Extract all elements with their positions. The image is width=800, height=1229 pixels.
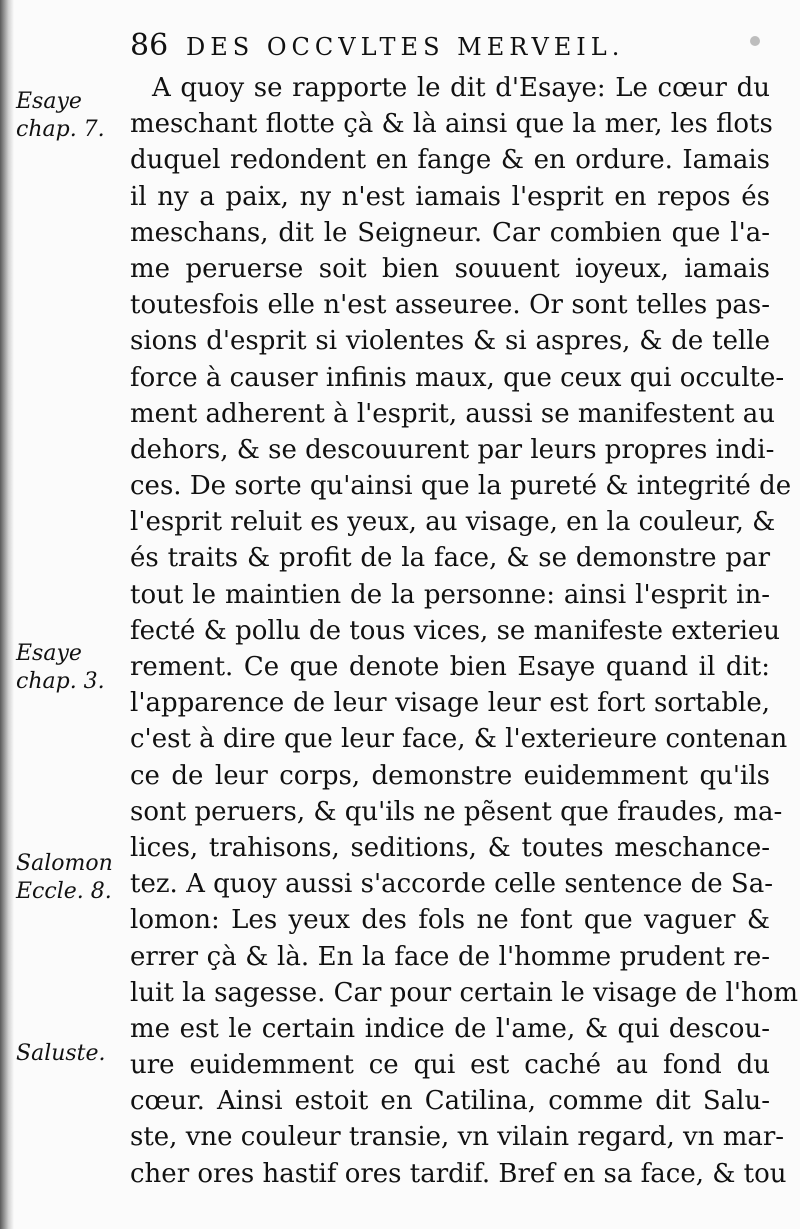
text-line: c'est à dire que leur face, & l'exterieure contenan (130, 724, 788, 755)
text-line: lices, trahisons, seditions, & toutes meschance- (130, 832, 770, 863)
text-line: toutesfois elle n'est asseuree. Or sont telles pas- (130, 290, 770, 321)
text-line: sions d'esprit si violentes & si aspres, & de telle (130, 326, 770, 357)
margin-note-saluste: Saluste. (16, 1041, 106, 1066)
text-line: force à causer infinis maux, que ceux qui occulte- (130, 362, 785, 393)
text-line: ce de leur corps, demonstre euidemment qu'ils (130, 760, 770, 791)
text-line: és traits & profit de la face, & se demonstre par (130, 543, 770, 574)
text-line: fecté & pollu de tous vices, se manifeste exterieu (130, 615, 781, 646)
text-line: il ny a paix, ny n'est iamais l'esprit en repos és (130, 181, 770, 212)
text-line: errer çà & là. En la face de l'homme prudent re- (130, 941, 770, 972)
text-line: l'apparence de leur visage leur est fort sortable, (130, 688, 770, 719)
text-line: ces. De sorte qu'ainsi que la pureté & integrité de (130, 471, 792, 502)
text-line: luit la sagesse. Car pour certain le visage de l'hom (130, 977, 799, 1008)
text-line: l'esprit reluit es yeux, au visage, en la couleur, & (130, 507, 776, 538)
text-line: me est le certain indice de l'ame, & qui descou- (130, 1013, 770, 1044)
text-line: cœur. Ainsi estoit en Catilina, comme dit Salu- (130, 1086, 770, 1117)
text-line: lomon: Les yeux des fols ne font que vaguer & (130, 905, 770, 936)
margin-note-esaye-3: Esaye chap. 3. (16, 641, 105, 694)
text-line: cher ores hastif ores tardif. Bref en sa face, & tou (130, 1158, 787, 1189)
page-blemish (750, 36, 760, 46)
margin-note-esaye-7: Esaye chap. 7. (16, 89, 105, 142)
page-number: 86 (130, 28, 169, 63)
text-line: tout le maintien de la personne: ainsi l'esprit in- (130, 579, 770, 610)
running-title: DES OCCVLTES MERVEIL. (186, 33, 625, 61)
text-line: meschant flotte çà & là ainsi que la mer, les flots (130, 109, 773, 140)
body-text (130, 70, 799, 1192)
margin-note-salomon: Salomon Eccle. 8. (16, 851, 113, 904)
text-line: meschans, dit le Seigneur. Car combien que l'a- (130, 217, 770, 248)
text-line: tez. A quoy aussi s'accorde celle sentence de Sa- (130, 869, 773, 900)
text-line: rement. Ce que denote bien Esaye quand il dit: (130, 652, 770, 682)
text-line: me peruerse soit bien souuent ioyeux, iamais (130, 253, 770, 284)
page-gutter-shadow (0, 0, 14, 1229)
text-line: A quoy se rapporte le dit d'Esaye: Le cœur du (152, 73, 770, 103)
text-line: duquel redondent en fange & en ordure. Iamais (130, 145, 770, 176)
text-line: sont peruers, & qu'ils ne pẽsent que fraudes, ma- (130, 796, 783, 827)
text-line: ment adherent à l'esprit, aussi se manifestent au (130, 398, 775, 429)
text-line: ste, vne couleur transie, vn vilain regard, vn mar- (130, 1122, 785, 1153)
text-line: dehors, & se descouurent par leurs propres indi- (130, 434, 775, 465)
text-line: ure euidemment ce qui est caché au fond du (130, 1050, 770, 1081)
page-header (130, 28, 624, 68)
